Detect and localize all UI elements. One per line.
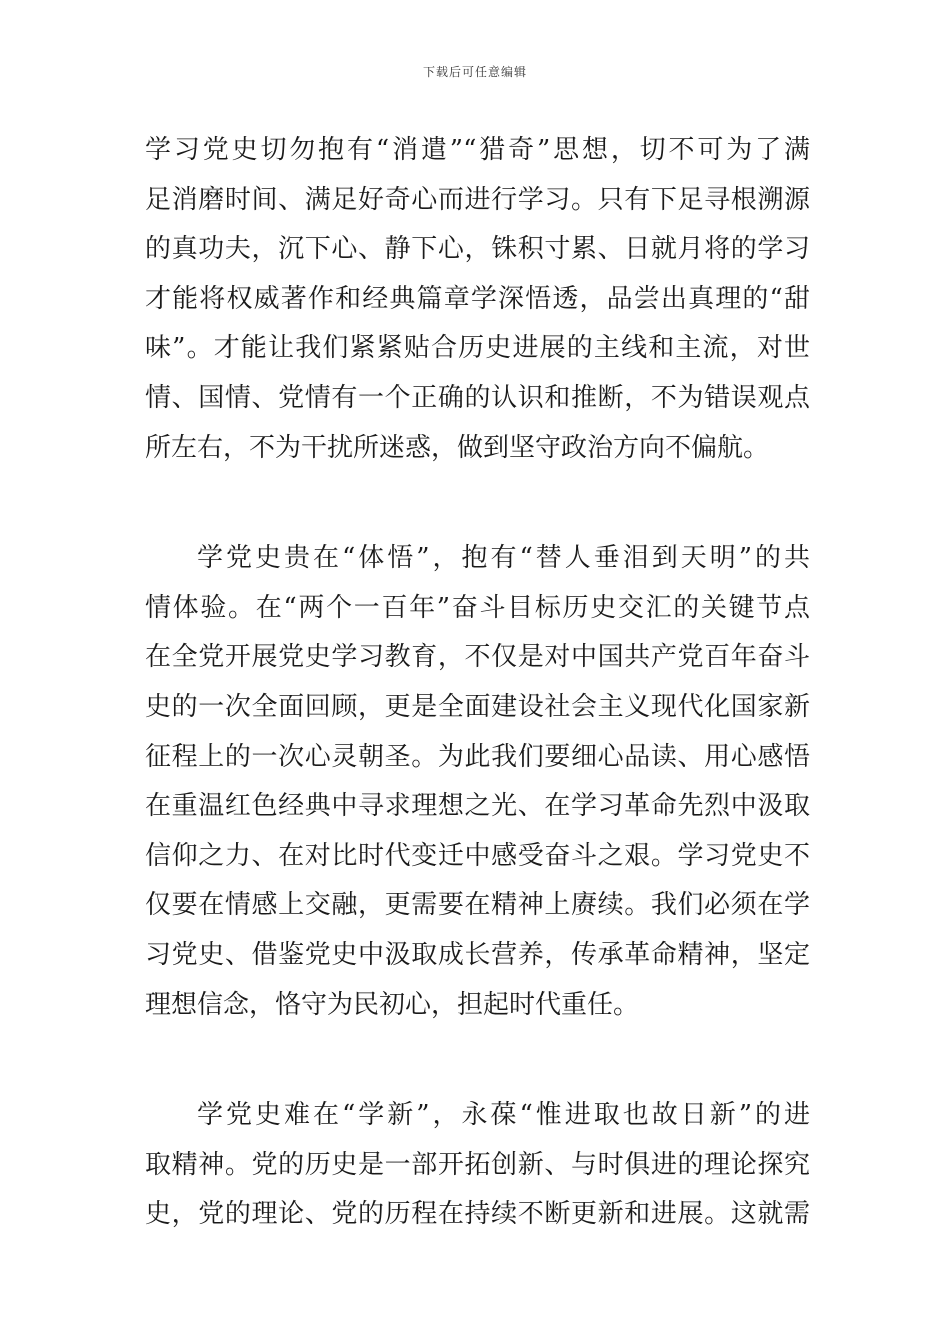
text-line: 学习党史切勿抱有“消遣”“猎奇”思想，切不可为了满 <box>145 135 810 165</box>
page-header: 下载后可任意编辑 <box>422 65 527 79</box>
text-line: 理想信念，恪守为民初心，担起时代重任。 <box>145 989 640 1020</box>
text-line: 史的一次全面回顾，更是全面建设社会主义现代化国家新 <box>145 691 810 722</box>
text-line: 取精神。党的历史是一部开拓创新、与时俱进的理论探究 <box>145 1149 810 1180</box>
text-line: 史，党的理论、党的历程在持续不断更新和进展。这就需 <box>145 1199 810 1230</box>
text-line: 在全党开展党史学习教育，不仅是对中国共产党百年奋斗 <box>145 642 810 673</box>
text-line: 仅要在情感上交融，更需要在精神上赓续。我们必须在学 <box>145 890 810 921</box>
text-line: 的真功夫，沉下心、静下心，铢积寸累、日就月将的学习 <box>145 234 810 265</box>
text-line: 学党史贵在“体悟”，抱有“替人垂泪到天明”的共 <box>197 543 810 574</box>
text-line: 习党史、借鉴党史中汲取成长营养，传承革命精神，坚定 <box>145 939 810 970</box>
paragraph-spacer <box>145 473 810 534</box>
paragraph-1 <box>145 126 810 473</box>
text-line: 所左右，不为干扰所迷惑，做到坚守政治方向不偏航。 <box>145 432 770 463</box>
text-line: 才能将权威著作和经典篇章学深悟透，品尝出真理的“甜 <box>145 283 810 314</box>
document-body <box>145 126 810 1240</box>
text-line: 情体验。在“两个一百年”奋斗目标历史交汇的关键节点 <box>145 592 810 623</box>
paragraph-3 <box>145 1091 810 1240</box>
text-line: 学党史难在“学新”，永葆“惟进取也故日新”的进 <box>197 1100 810 1131</box>
text-line: 在重温红色经典中寻求理想之光、在学习革命先烈中汲取 <box>145 791 810 822</box>
text-line: 情、国情、党情有一个正确的认识和推断，不为错误观点 <box>145 382 810 413</box>
paragraph-2 <box>145 534 810 1030</box>
text-line: 味”。才能让我们紧紧贴合历史进展的主线和主流，对世 <box>145 333 810 364</box>
text-line: 足消磨时间、满足好奇心而进行学习。只有下足寻根溯源 <box>145 184 810 215</box>
text-line: 信仰之力、在对比时代变迁中感受奋斗之艰。学习党史不 <box>145 840 810 871</box>
paragraph-spacer <box>145 1030 810 1091</box>
text-line: 征程上的一次心灵朝圣。为此我们要细心品读、用心感悟 <box>145 741 810 772</box>
